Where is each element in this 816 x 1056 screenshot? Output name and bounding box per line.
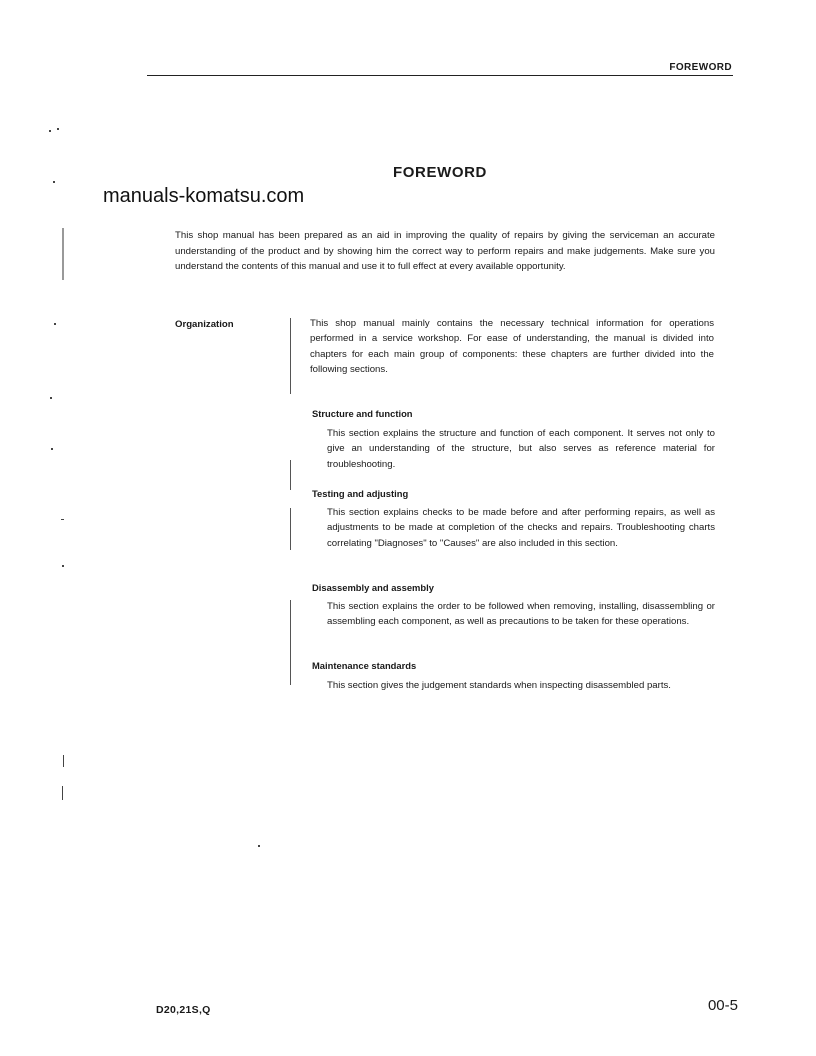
section-heading: Testing and adjusting	[312, 488, 409, 499]
section-body: This section explains the order to be followed when removing, installing, disassembling or assembling each component, as well as precautions to be taken for these operations.	[327, 601, 715, 628]
scan-speck	[54, 323, 56, 325]
margin-bar	[290, 318, 291, 394]
scan-speck	[61, 519, 64, 520]
scan-speck	[258, 845, 260, 847]
watermark: manuals-komatsu.com	[103, 185, 305, 207]
scan-speck	[62, 786, 63, 800]
organization-label: Organization	[175, 319, 234, 330]
scan-speck	[53, 181, 55, 183]
scan-speck	[57, 128, 59, 130]
scan-speck	[49, 130, 51, 132]
page-title: FOREWORD	[393, 164, 487, 181]
section-body: This section explains checks to be made before and after performing repairs, as well as adjustments to be made at completion of the checks and repairs. Troubleshooting charts correlating "Diagnoses" to "Causes" are also included in this section.	[327, 507, 715, 549]
organization-text: This shop manual mainly contains the necessary technical information for operations performed in a service workshop. For ease of understanding, the manual is divided into chapters for each main group of components: these chapters are further divided into the following sections.	[310, 318, 714, 375]
scan-speck	[63, 755, 64, 767]
margin-bar	[290, 460, 291, 490]
section-heading: Structure and function	[312, 408, 413, 419]
scan-speck	[51, 448, 53, 450]
intro-paragraph: This shop manual has been prepared as an aid in improving the quality of repairs by giving the serviceman an accurate understanding of the product and by showing him the correct way to perform repairs and make judgements. Make sure you understand the contents of this manual and use it to full effect at every available opportunity.	[175, 230, 715, 272]
section-heading: Maintenance standards	[312, 660, 417, 671]
section-body: This section explains the structure and function of each component. It serves not only to give an understanding of the structure, but also serves as reference material for troubleshooting.	[327, 428, 715, 470]
scan-speck	[62, 565, 64, 567]
section-heading: Disassembly and assembly	[312, 582, 434, 593]
scan-speck	[50, 397, 52, 399]
header-rule	[147, 75, 733, 76]
margin-bar	[290, 508, 291, 550]
scan-speck	[62, 228, 64, 280]
section-body: This section gives the judgement standards when inspecting disassembled parts.	[327, 680, 671, 691]
page-number: 00-5	[707, 997, 738, 1014]
margin-bar	[290, 600, 291, 685]
model-number: D20,21S,Q	[156, 1004, 211, 1016]
running-header-title: FOREWORD	[669, 62, 732, 73]
